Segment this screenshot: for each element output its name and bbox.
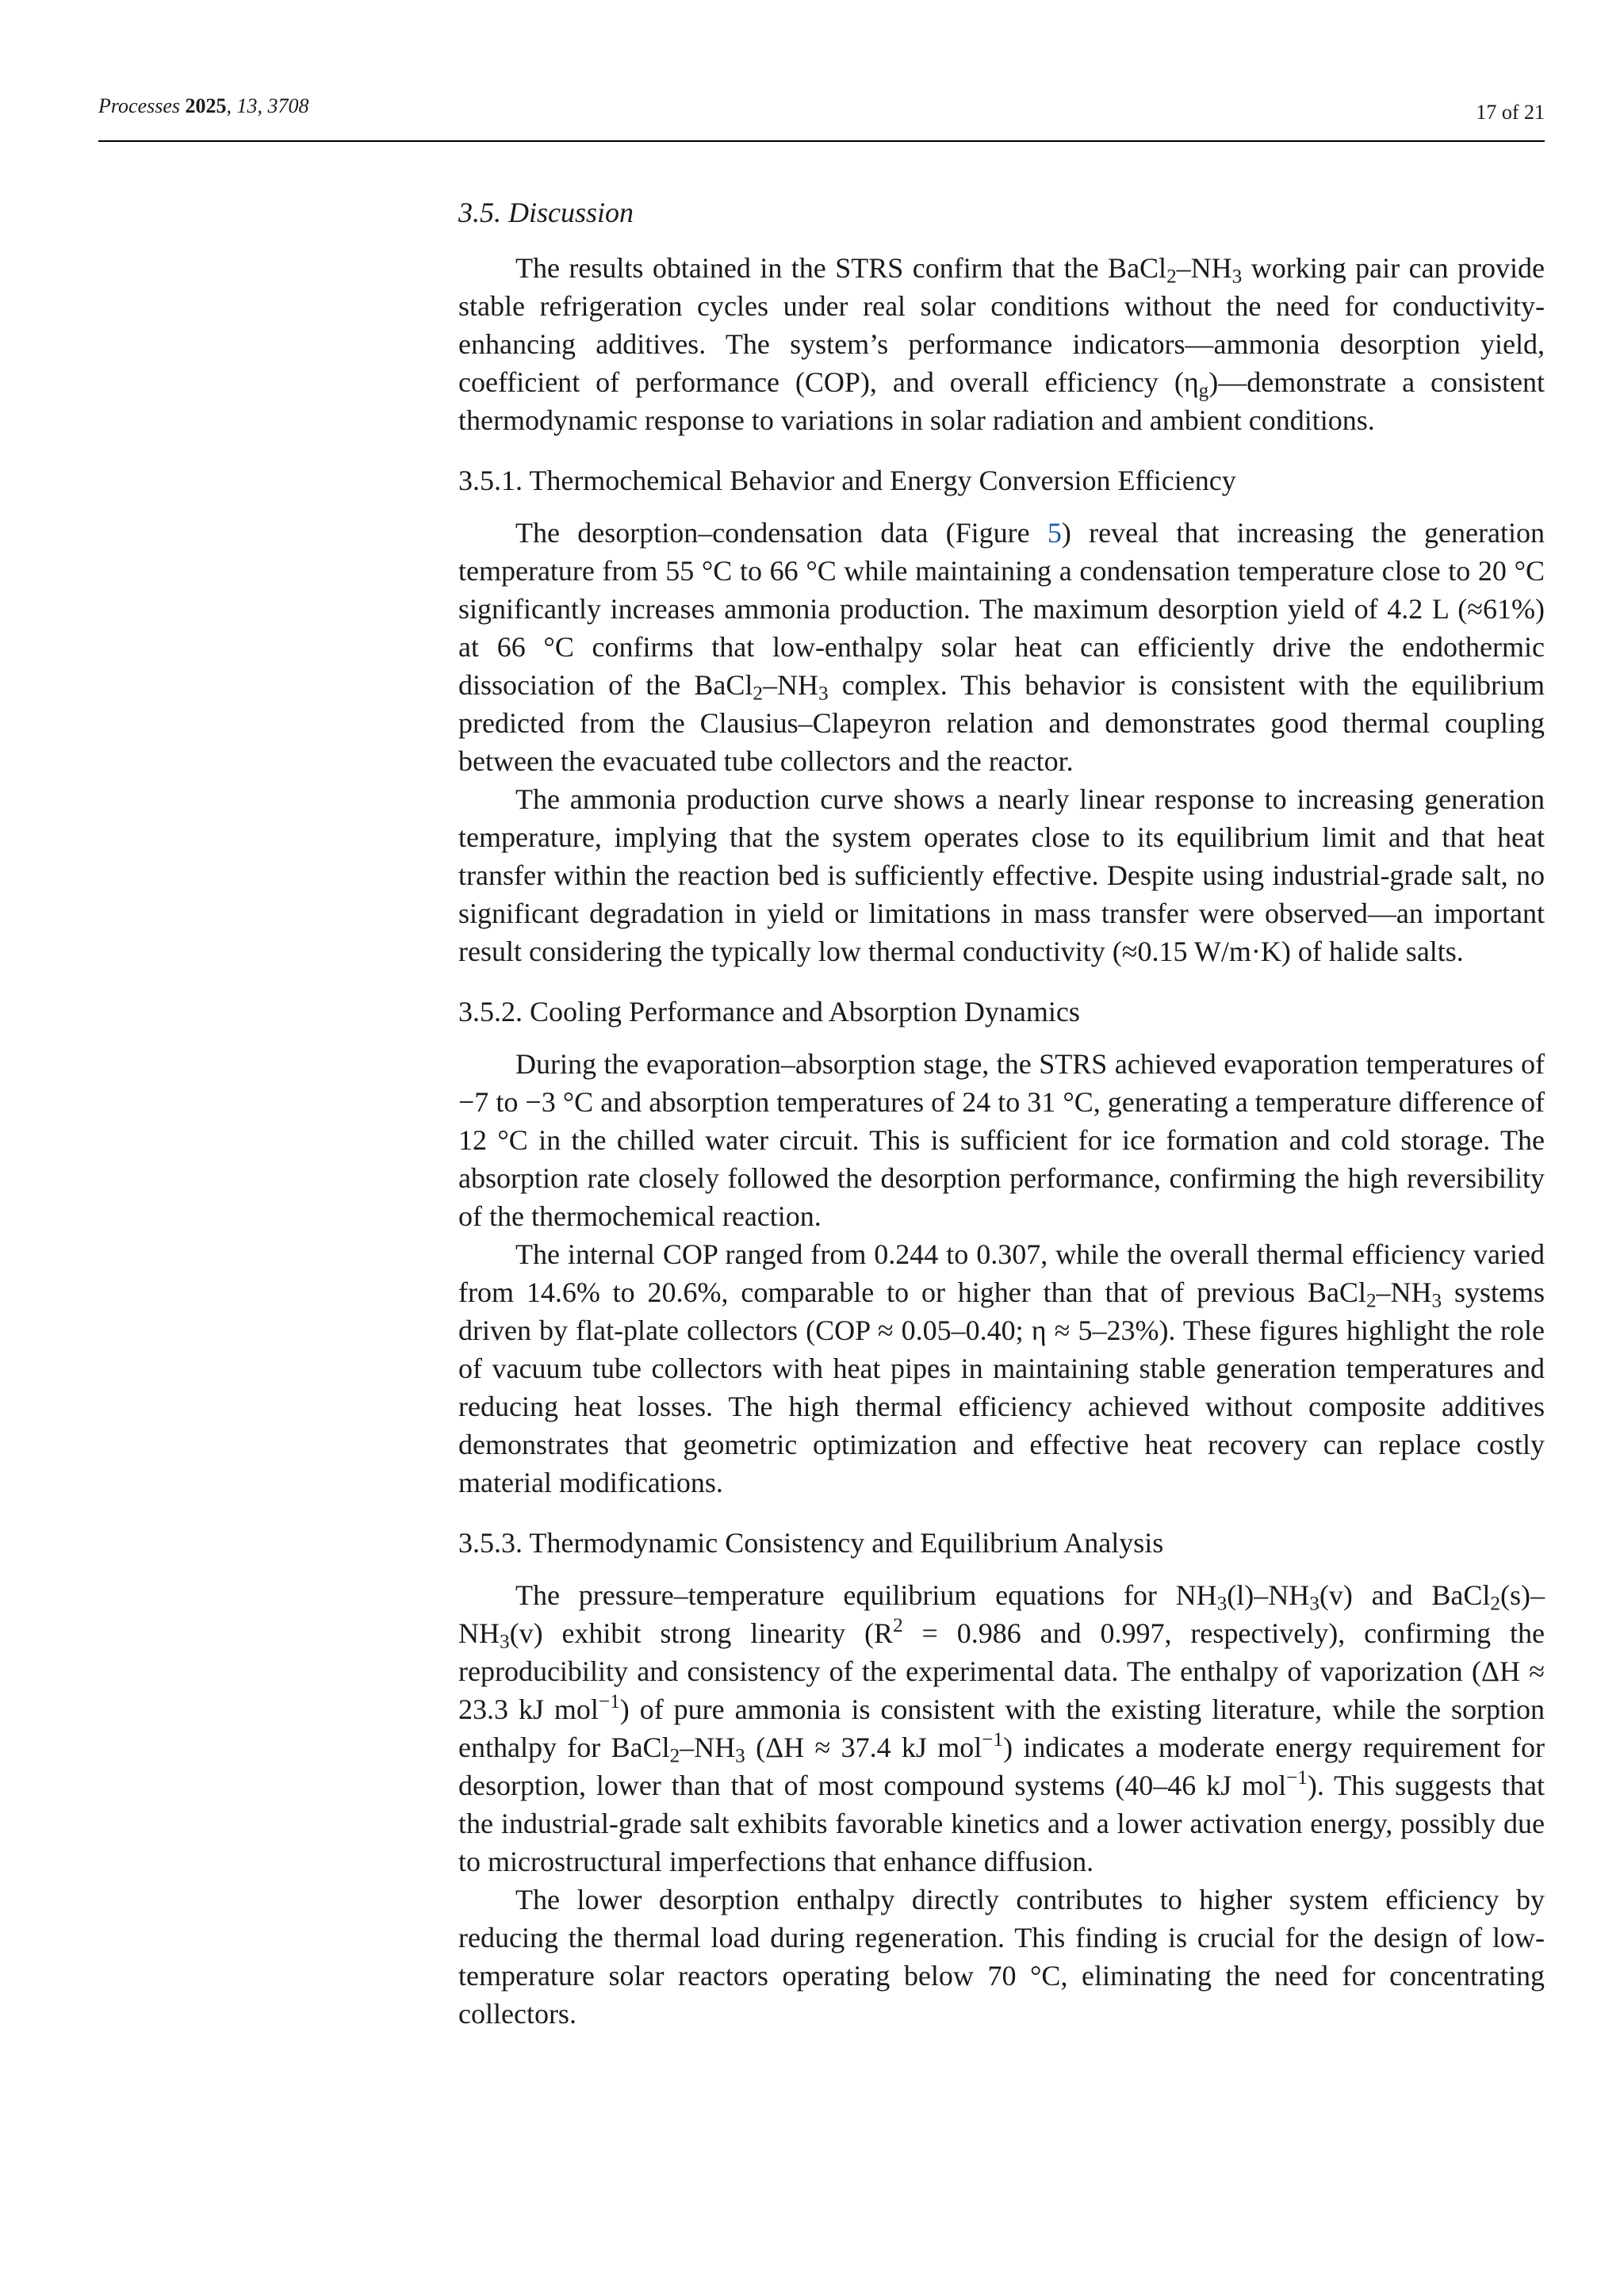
paragraph: The pressure–temperature equilibrium equations for $NH_3(l)-NH_3(v)$ and $BaCl_2(s)-NH_3(v)$ exhibit strong linearity ($R^2 = 0.986$ and 0.997, respectively), confirming the reproducibility and consistency of the experimental data. The enthalpy of vaporization (ΔH ≈ 23.3 kJ mol$^{-1}$) of pure ammonia is consistent with the existing literature, while the sorption enthalpy for $BaCl_2-NH_3$ (ΔH ≈ 37.4 kJ mol$^{-1}$) indicates a moderate energy requirement for desorption, lower than that of most compound systems (40–46 kJ mol$^{-1}$). This suggests that the industrial-grade salt exhibits favorable kinetics and a lower activation energy, possibly due to microstructural imperfections that enhance diffusion.: [458, 1579, 1545, 1877]
journal-volume: 13: [236, 94, 258, 117]
subsection-title: 3.5.3. Thermodynamic Consistency and Equilibrium Analysis: [458, 1527, 1164, 1559]
article-body: [458, 193, 1545, 2033]
subsection-title: 3.5.2. Cooling Performance and Absorption Dynamics: [458, 996, 1080, 1027]
article-number: 3708: [267, 94, 309, 117]
paragraph: During the evaporation–absorption stage, the STRS achieved evaporation temperatures of −7 to −3 °C and absorption temperatures of 24 to 31 °C, generating a temperature difference of 12 °C in the chilled water circuit. This is sufficient for ice formation and cold storage. The absorption rate closely followed the desorption performance, confirming the high reversibility of the thermochemical reaction.: [458, 1048, 1545, 1232]
paragraph: The ammonia production curve shows a nearly linear response to increasing generation temperature, implying that the system operates close to its equilibrium limit and that heat transfer within the reaction bed is sufficiently effective. Despite using industrial-grade salt, no significant degradation in yield or limitations in mass transfer were observed—an important result considering the typically low thermal conductivity (≈0.15 W/m·K) of halide salts.: [458, 783, 1545, 967]
journal-year: 2025: [185, 94, 227, 117]
journal-citation: Processes 2025, 13, 3708: [98, 94, 309, 117]
page-number: 17 of 21: [1476, 101, 1545, 124]
paragraph: The internal COP ranged from 0.244 to 0.307, while the overall thermal efficiency varied from 14.6% to 20.6%, comparable to or higher than that of previous $BaCl_2-NH_3$ systems driven by flat-plate collectors (COP ≈ 0.05–0.40; η ≈ 5–23%). These figures highlight the role of vacuum tube collectors with heat pipes in maintaining stable generation temperatures and reducing heat losses. The high thermal efficiency achieved without composite additives demonstrates that geometric optimization and effective heat recovery can replace costly material modifications.: [458, 1238, 1545, 1498]
subsection-title: 3.5.1. Thermochemical Behavior and Energy Conversion Efficiency: [458, 465, 1236, 496]
figure-link[interactable]: 5: [1047, 517, 1062, 549]
page-header: [98, 91, 1545, 142]
paragraph: The lower desorption enthalpy directly contributes to higher system efficiency by reducing the thermal load during regeneration. This finding is crucial for the design of low-temperature solar reactors operating below 70 °C, eliminating the need for concentrating collectors.: [458, 1884, 1545, 2030]
journal-name: Processes: [98, 94, 181, 117]
paragraph: The results obtained in the STRS confirm that the $BaCl_2-NH_3$ working pair can provide stable refrigeration cycles under real solar conditions without the need for conductivity-enhancing additives. The system’s performance indicators—ammonia desorption yield, coefficient of performance (COP), and overall efficiency $(\eta_g)—demonstrate$ a consistent thermodynamic response to variations in solar radiation and ambient conditions.: [458, 252, 1545, 436]
section-title: 3.5. Discussion: [458, 197, 634, 228]
paragraph: The desorption–condensation data (Figure 5) reveal that increasing the generation temperature from 55 °C to 66 °C while maintaining a condensation temperature close to 20 °C significantly increases ammonia production. The maximum desorption yield of 4.2 L (≈61%) at 66 °C confirms that low-enthalpy solar heat can efficiently drive the endothermic dissociation of the $BaCl_2-NH_3$ complex. This behavior is consistent with the equilibrium predicted from the Clausius–Clapeyron relation and demonstrates good thermal coupling between the evacuated tube collectors and the reactor.: [458, 517, 1545, 777]
